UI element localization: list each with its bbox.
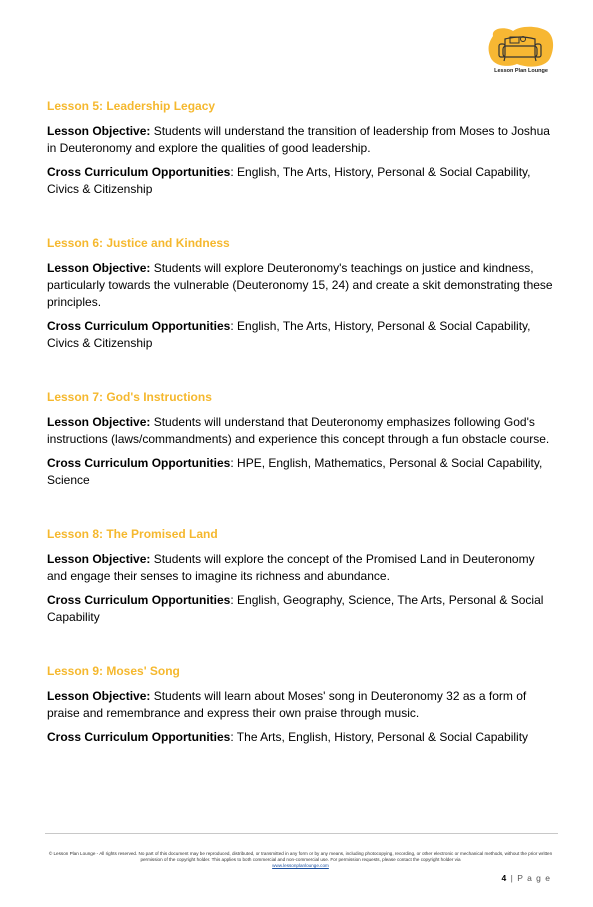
cross-label: Cross Curriculum Opportunities — [47, 456, 231, 470]
cross-curriculum — [47, 164, 555, 198]
cross-curriculum — [47, 729, 555, 746]
lesson-title: Lesson 5: Leadership Legacy — [47, 99, 216, 113]
lesson-section — [47, 236, 555, 352]
page-number — [502, 873, 551, 883]
lesson-list — [47, 99, 555, 784]
objective-text: Students will understand that Deuteronomy emphasizes following God's instructions (laws/commandments) and experience this concept through a fun obstacle course. — [47, 415, 550, 446]
cross-label: Cross Curriculum Opportunities — [47, 165, 231, 179]
lesson-section — [47, 390, 555, 489]
cross-curriculum — [47, 455, 555, 489]
cross-text: : English, The Arts, History, Personal & Social Capability, Civics & Citizenship — [47, 165, 531, 196]
cross-text: : English, The Arts, History, Personal & Social Capability, Civics & Citizenship — [47, 319, 531, 350]
lesson-title: Lesson 7: God's Instructions — [47, 390, 212, 404]
cross-label: Cross Curriculum Opportunities — [47, 319, 231, 333]
objective-label: Lesson Objective: — [47, 124, 151, 138]
lesson-objective — [47, 260, 555, 311]
objective-label: Lesson Objective: — [47, 415, 151, 429]
copyright-text: © Lesson Plan Lounge - All rights reserved. No part of this document may be reproduced, distributed, or transmitted in any form or by any means, including photocopying, recording, or other electronic or mechanical methods, without the prior written permission of the copyright holder. This applies to both commercial and non-commercial use. For permission requests, please contact the copyright holder via — [48, 851, 553, 863]
cross-curriculum — [47, 592, 555, 626]
cross-label: Cross Curriculum Opportunities — [47, 593, 231, 607]
page-number-value: 4 — [501, 873, 508, 883]
lesson-title: Lesson 8: The Promised Land — [47, 527, 218, 541]
lesson-section — [47, 527, 555, 626]
cross-text: : HPE, English, Mathematics, Personal & Social Capability, Science — [47, 456, 543, 487]
cross-label: Cross Curriculum Opportunities — [47, 730, 231, 744]
lesson-objective — [47, 551, 555, 585]
objective-text: Students will understand the transition of leadership from Moses to Joshua in Deuteronomy and explore the qualities of good leadership. — [47, 124, 550, 155]
website-link[interactable]: www.lessonplanlounge.com — [272, 863, 329, 869]
footer-divider — [45, 833, 558, 834]
footer-copyright — [48, 851, 553, 870]
lounge-chair-icon — [487, 26, 555, 70]
objective-text: Students will explore Deuteronomy's teachings on justice and kindness, particularly towards the vulnerable (Deuteronomy 15, 24) and create a skit demonstrating these principles. — [47, 261, 553, 309]
page-label: | P a g e — [510, 873, 551, 883]
lesson-title: Lesson 6: Justice and Kindness — [47, 236, 230, 250]
objective-label: Lesson Objective: — [47, 552, 151, 566]
lesson-objective — [47, 688, 555, 722]
brand-name: Lesson Plan Lounge — [494, 68, 548, 74]
objective-text: Students will explore the concept of the Promised Land in Deuteronomy and engage their senses to imagine its richness and abundance. — [47, 552, 535, 583]
cross-text: : English, Geography, Science, The Arts, Personal & Social Capability — [47, 593, 544, 624]
cross-curriculum — [47, 318, 555, 352]
cross-text: : The Arts, English, History, Personal & Social Capability — [230, 730, 529, 744]
lesson-objective — [47, 414, 555, 448]
objective-label: Lesson Objective: — [47, 689, 151, 703]
lesson-objective — [47, 123, 555, 157]
brand-logo — [487, 26, 555, 78]
lesson-section — [47, 664, 555, 746]
objective-label: Lesson Objective: — [47, 261, 151, 275]
objective-text: Students will learn about Moses' song in Deuteronomy 32 as a form of praise and remembrance and express their own praise through music. — [47, 689, 527, 720]
lesson-title: Lesson 9: Moses' Song — [47, 664, 180, 678]
lesson-section — [47, 99, 555, 198]
